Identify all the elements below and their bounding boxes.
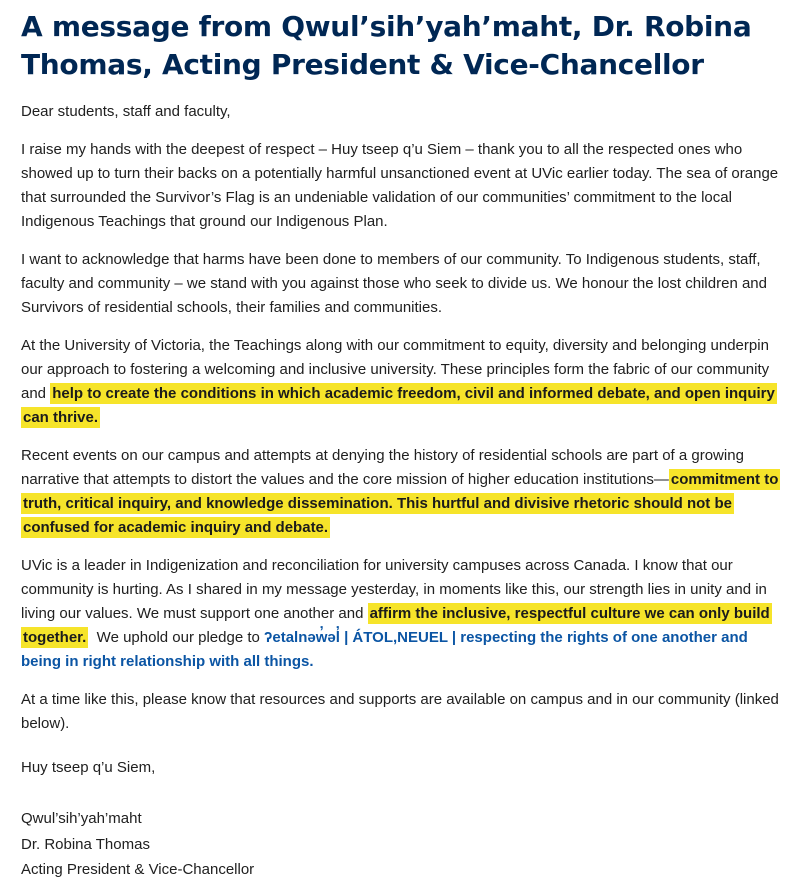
letter-paragraph: [21, 248, 787, 320]
highlighted-text: help to create the conditions in which academic freedom, civil and informed debate, and open inquiry can thrive.: [23, 385, 775, 427]
text-run: I raise my hands with the deepest of respect – Huy tseep q’u Siem – thank you to all the respected ones who showed up to turn their backs on a potentially harmful unsanctioned event at UVic earlier today. The sea of orange that surrounded the Survivor’s Flag is an undeniable validation of our communities’ commitment to the local Indigenous Teachings that ground our Indigenous Plan.: [21, 141, 779, 231]
letter-paragraph: [21, 334, 787, 430]
text-run: Recent events on our campus and attempts at denying the history of residential schools are part of a growing narrative that attempts to distort the values and the core mission of higher education institutions—: [21, 447, 744, 489]
signature-line: Dr. Robina Thomas: [21, 835, 150, 853]
highlighted-text: affirm the inclusive, respectful culture we can only build together.: [23, 605, 770, 647]
signature-line: Acting President & Vice-Chancellor: [21, 861, 255, 879]
text-run: At a time like this, please know that resources and supports are available on campus and in our community (linked below).: [21, 691, 779, 733]
letter-paragraph: [21, 138, 787, 234]
text-run: I want to acknowledge that harms have been done to members of our community. To Indigenous students, staff, faculty and community – we stand with you against those who seek to divide us. We honour the lost children and Survivors of residential schools, their families and communities.: [21, 251, 767, 317]
letter-paragraph: [21, 688, 787, 736]
page-title: A message from Qwul’sih’yah’maht, Dr. Robina Thomas, Acting President & Vice-Chancellor: [21, 10, 752, 81]
letter-paragraph: [21, 554, 787, 674]
signature-line: Qwul’sih’yah’maht: [21, 810, 142, 828]
signature-block: [21, 806, 787, 883]
letter-paragraph: [21, 444, 787, 540]
closing-line: Huy tseep q’u Siem,: [21, 759, 156, 777]
text-run: At the University of Victoria, the Teachings along with our commitment to equity, diversity and belonging underpin our approach to fostering a welcoming and inclusive university. These principles form the fabric of our community and: [21, 337, 770, 403]
pledge-text: ʔetalnəw̓əl̓ | ÁTOL,NEUEL | respecting the rights of one another and being in right relationship with all things.: [21, 629, 748, 671]
letter-body: [21, 138, 787, 736]
text-run: We uphold our pledge to: [88, 629, 265, 647]
highlighted-text: commitment to truth, critical inquiry, and knowledge dissemination. This hurtful and divisive rhetoric should not be confused for academic inquiry and debate.: [23, 471, 779, 537]
salutation: Dear students, staff and faculty,: [21, 103, 231, 121]
text-run: UVic is a leader in Indigenization and reconciliation for university campuses across Canada. I know that our community is hurting. As I shared in my message yesterday, in moments like this, our strength lies in unity and in living our values. We must support one another and: [21, 557, 767, 623]
